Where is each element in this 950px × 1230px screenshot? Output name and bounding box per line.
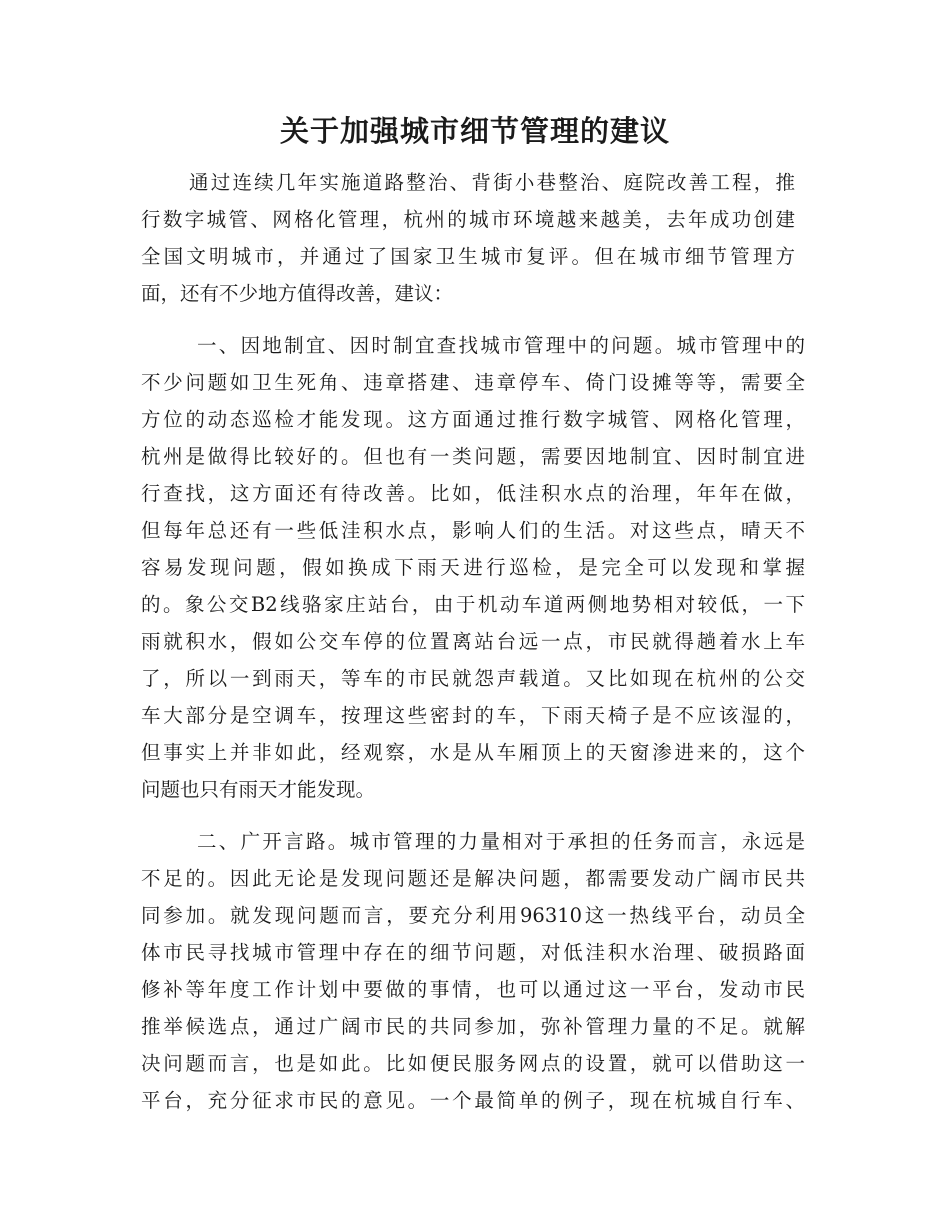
paragraph-line: 不少问题如卫生死角、违章搭建、违章停车、倚门设摊等等，需要全 bbox=[141, 371, 805, 394]
paragraph-line: 推举候选点，通过广阔市民的共同参加，弥补管理力量的不足。就解 bbox=[141, 1015, 805, 1038]
paragraph-line: 容易发现问题，假如换成下雨天进行巡检，是完全可以发现和掌握 bbox=[141, 556, 805, 579]
paragraph-intro bbox=[141, 164, 795, 312]
paragraph-line: 的。象公交B2线骆家庄站台，由于机动车道两侧地势相对较低，一下 bbox=[141, 593, 805, 616]
paragraph-line: 全国文明城市，并通过了国家卫生城市复评。但在城市细节管理方 bbox=[141, 245, 795, 268]
paragraph-line: 面，还有不少地方值得改善，建议： bbox=[141, 282, 454, 305]
paragraph-line: 同参加。就发现问题而言，要充分利用96310这一热线平台，动员全 bbox=[141, 904, 805, 927]
paragraph-line: 问题也只有雨天才能发现。 bbox=[141, 778, 376, 801]
paragraph-line: 但事实上并非如此，经观察，水是从车厢顶上的天窗渗进来的，这个 bbox=[141, 741, 805, 764]
paragraph-line: 二、广开言路。城市管理的力量相对于承担的任务而言，永远是 bbox=[197, 830, 805, 853]
paragraph-line: 决问题而言，也是如此。比如便民服务网点的设置，就可以借助这一 bbox=[141, 1052, 805, 1075]
paragraph-line: 通过连续几年实施道路整治、背街小巷整治、庭院改善工程，推 bbox=[189, 171, 795, 194]
paragraph-line: 一、因地制宜、因时制宜查找城市管理中的问题。城市管理中的 bbox=[197, 334, 805, 357]
paragraph-line: 了，所以一到雨天，等车的市民就怨声载道。又比如现在杭州的公交 bbox=[141, 667, 805, 690]
paragraph-line: 方位的动态巡检才能发现。这方面通过推行数字城管、网格化管理， bbox=[141, 408, 805, 431]
paragraph-line: 雨就积水，假如公交车停的位置离站台远一点，市民就得趟着水上车 bbox=[141, 630, 805, 653]
paragraph-line: 不足的。因此无论是发现问题还是解决问题，都需要发动广阔市民共 bbox=[141, 867, 805, 890]
paragraph-line: 修补等年度工作计划中要做的事情，也可以通过这一平台，发动市民 bbox=[141, 978, 805, 1001]
paragraph-section-one bbox=[141, 327, 805, 808]
paragraph-line: 车大部分是空调车，按理这些密封的车，下雨天椅子是不应该湿的， bbox=[141, 704, 805, 727]
paragraph-line: 平台，充分征求市民的意见。一个最简单的例子，现在杭城自行车、 bbox=[141, 1089, 805, 1112]
paragraph-section-two bbox=[141, 823, 805, 1119]
paragraph-line: 但每年总还有一些低洼积水点，影响人们的生活。对这些点，晴天不 bbox=[141, 519, 805, 542]
document-title: 关于加强城市细节管理的建议 bbox=[279, 114, 670, 148]
paragraph-line: 行查找，这方面还有待改善。比如，低洼积水点的治理，年年在做， bbox=[141, 482, 805, 505]
paragraph-line: 杭州是做得比较好的。但也有一类问题，需要因地制宜、因时制宜进 bbox=[141, 445, 805, 468]
paragraph-line: 行数字城管、网格化管理，杭州的城市环境越来越美，去年成功创建 bbox=[141, 208, 795, 231]
paragraph-line: 体市民寻找城市管理中存在的细节问题，对低洼积水治理、破损路面 bbox=[141, 941, 805, 964]
